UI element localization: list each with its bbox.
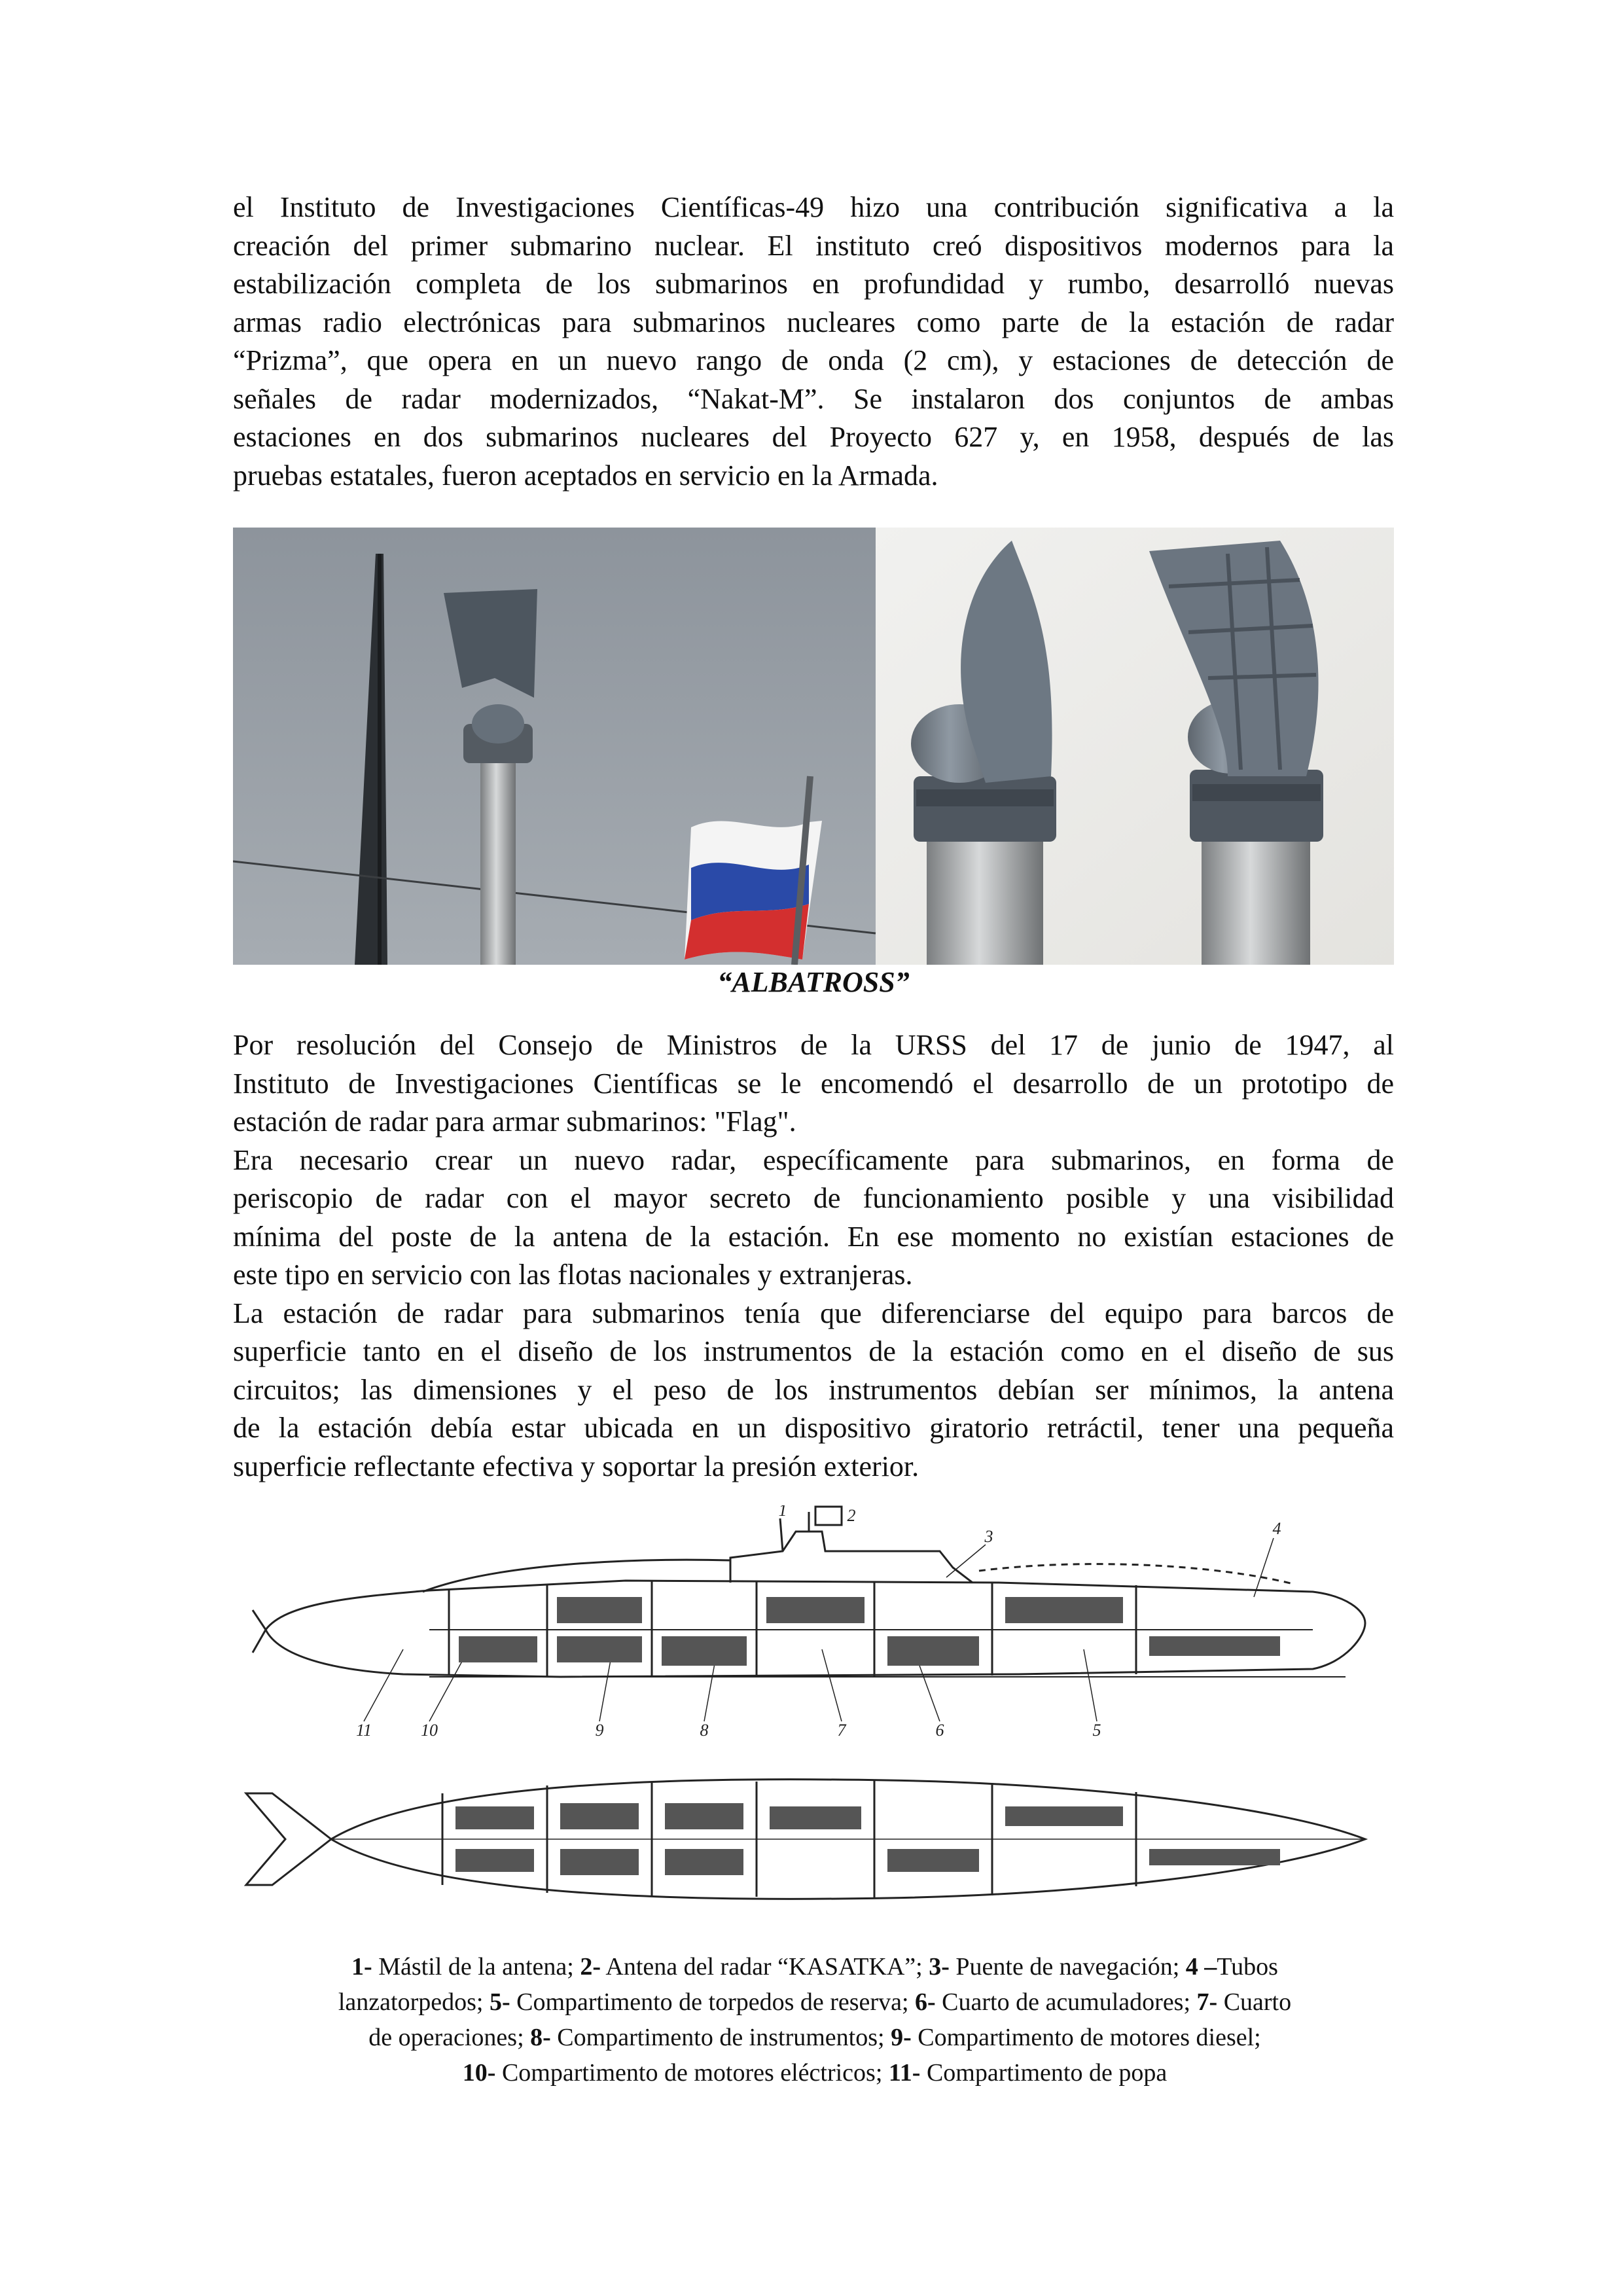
legend-text: Tubos [1217, 1953, 1278, 1981]
legend-text: Compartimento de popa [920, 2059, 1168, 2087]
callout-number: 5 [1092, 1721, 1101, 1740]
legend-number: 1- [351, 1953, 372, 1981]
legend-number: 8- [530, 2024, 551, 2051]
submarine-cutaway-drawing [233, 1505, 1394, 1741]
callout-number: 9 [595, 1721, 604, 1740]
callout-number: 2 [847, 1506, 856, 1525]
legend-number: 6- [915, 1988, 936, 2016]
figure-legend [275, 1949, 1355, 2090]
text-line: Era necesario crear un nuevo radar, específicamente para submarinos, en forma de [233, 1143, 1394, 1176]
text-line: Instituto de Investigaciones Científicas se le encomendó el desarrollo de un prototipo de [233, 1067, 1394, 1100]
legend-text: Cuarto [1217, 1988, 1292, 2016]
legend-number: 2- [580, 1953, 601, 1981]
text-line: estabilización completa de los submarinos en profundidad y rumbo, desarrolló nuevas [233, 268, 1394, 300]
legend-number: 7- [1196, 1988, 1218, 2016]
albatross-radar-photo [233, 528, 1394, 965]
legend-row [275, 2020, 1355, 2055]
legend-number: 3- [929, 1953, 950, 1981]
legend-text: Compartimento de torpedos de reserva; [510, 1988, 915, 2016]
callout-number: 3 [984, 1527, 993, 1546]
text-line: Por resolución del Consejo de Ministros de la URSS del 17 de junio de 1947, al [233, 1029, 1394, 1061]
callout-number: 8 [700, 1721, 709, 1740]
legend-text: Compartimento de instrumentos; [550, 2024, 891, 2051]
legend-number: 11- [888, 2059, 921, 2087]
text-line: superficie reflectante efectiva y soportar la presión exterior. [233, 1450, 919, 1482]
text-line: estaciones en dos submarinos nucleares del Proyecto 627 y, en 1958, después de las [233, 421, 1394, 453]
legend-text: Mástil de la antena; [372, 1953, 580, 1981]
submarine-plan-drawing [233, 1754, 1394, 1924]
legend-text: Puente de navegación; [949, 1953, 1186, 1981]
legend-row [275, 1984, 1355, 2020]
intro-paragraph [233, 188, 1394, 495]
text-line: este tipo en servicio con las flotas nacionales y extranjeras. [233, 1259, 913, 1291]
text-line: creación del primer submarino nuclear. El instituto creó dispositivos modernos para la [233, 229, 1394, 262]
legend-number: 4 – [1185, 1953, 1217, 1981]
text-line: “Prizma”, que opera en un nuevo rango de onda (2 cm), y estaciones de detección de [233, 344, 1394, 376]
text-line: superficie tanto en el diseño de los instrumentos de la estación como en el diseño de sus [233, 1335, 1394, 1367]
legend-row [275, 2055, 1355, 2090]
text-line: armas radio electrónicas para submarinos nucleares como parte de la estación de radar [233, 306, 1394, 338]
text-line: circuitos; las dimensiones y el peso de los instrumentos debían ser mínimos, la antena [233, 1373, 1394, 1406]
callout-number: 10 [421, 1721, 438, 1740]
text-line: de la estación debía estar ubicada en un dispositivo giratorio retráctil, tener una pequeña [233, 1412, 1394, 1444]
legend-text: Cuarto de acumuladores; [935, 1988, 1197, 2016]
text-line: pruebas estatales, fueron aceptados en servicio en la Armada. [233, 459, 938, 492]
legend-number: 10- [462, 2059, 496, 2087]
legend-text: lanzatorpedos; [338, 1988, 490, 2016]
text-line: estación de radar para armar submarinos: "Flag". [233, 1105, 796, 1138]
text-line: el Instituto de Investigaciones Científicas-49 hizo una contribución significativa a la [233, 191, 1394, 223]
legend-row [275, 1949, 1355, 1984]
legend-text: Compartimento de motores diesel; [911, 2024, 1261, 2051]
text-line: señales de radar modernizados, “Nakat-M”. Se instalaron dos conjuntos de ambas [233, 382, 1394, 415]
callout-number: 6 [935, 1721, 944, 1740]
text-line: periscopio de radar con el mayor secreto de funcionamiento posible y una visibilidad [233, 1182, 1394, 1214]
callout-number: 4 [1272, 1519, 1281, 1538]
callout-number: 7 [837, 1721, 846, 1740]
text-line: La estación de radar para submarinos tenía que diferenciarse del equipo para barcos de [233, 1297, 1394, 1329]
legend-text: Antena del radar “KASATKA”; [600, 1953, 929, 1981]
text-line: mínima del poste de la antena de la estación. En ese momento no existían estaciones de [233, 1220, 1394, 1253]
callout-number: 11 [355, 1721, 372, 1740]
legend-number: 5- [489, 1988, 510, 2016]
history-paragraph [233, 1026, 1394, 1486]
legend-number: 9- [891, 2024, 912, 2051]
legend-text: Compartimento de motores eléctricos; [495, 2059, 889, 2087]
photo-caption: “ALBATROSS” [717, 966, 910, 998]
legend-text: de operaciones; [368, 2024, 531, 2051]
callout-number: 1 [778, 1505, 787, 1520]
